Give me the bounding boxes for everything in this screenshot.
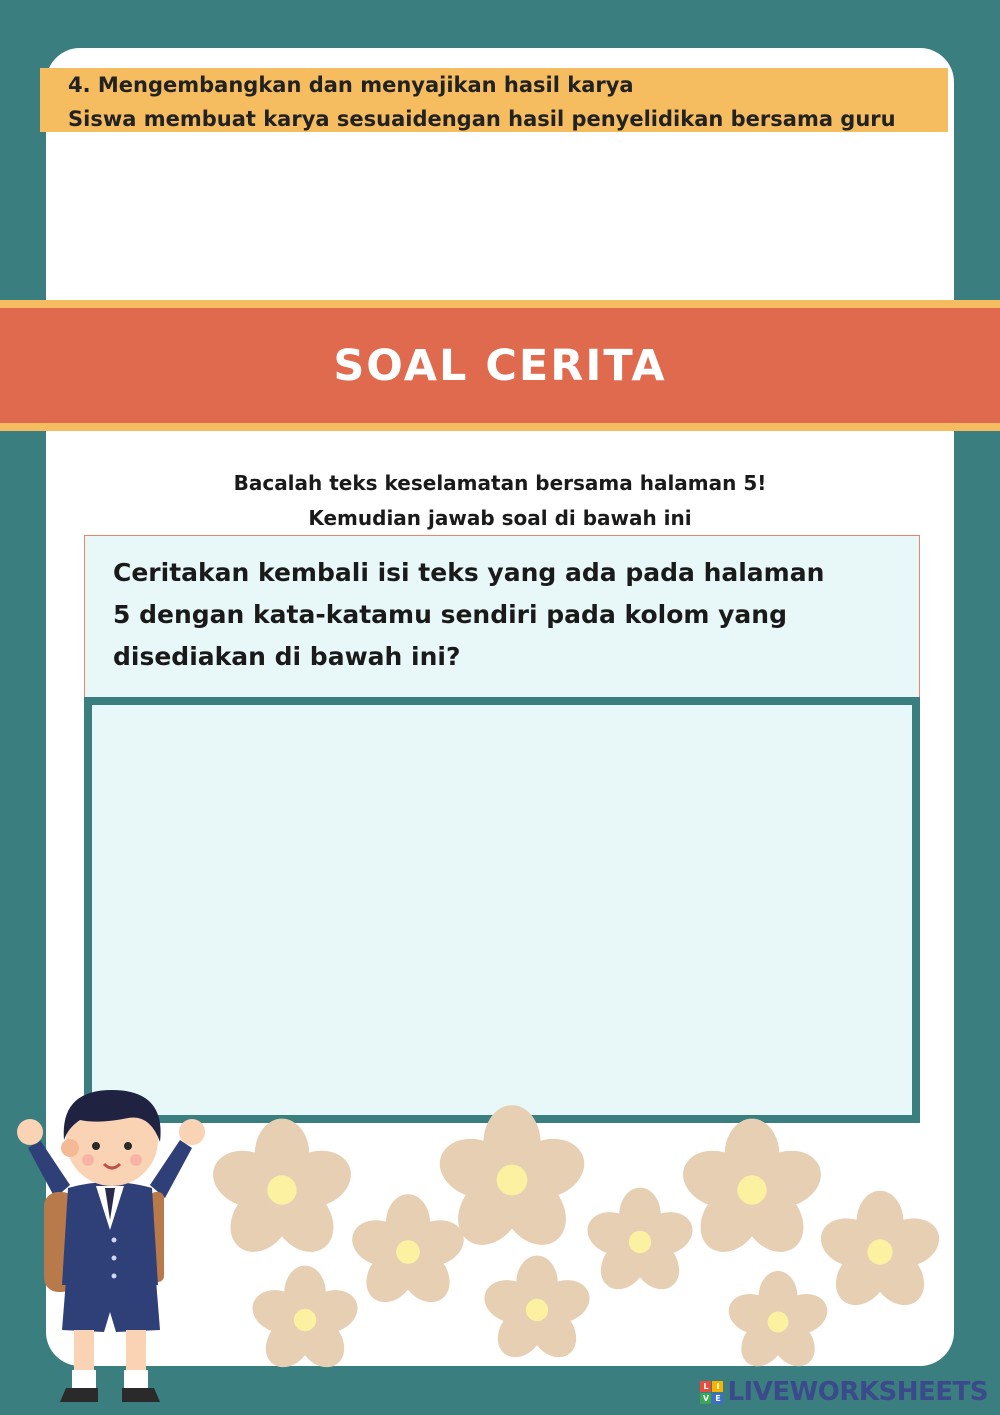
question-line-2: 5 dengan kata-katamu sendiri pada kolom yang xyxy=(113,600,787,629)
instruction-line-2: Kemudian jawab soal di bawah ini xyxy=(308,506,692,530)
banner xyxy=(0,308,1000,423)
student-illustration xyxy=(0,1080,230,1415)
step-title: 4. Mengembangkan dan menyajikan hasil karya xyxy=(68,73,634,97)
step-description: Siswa membuat karya sesuaidengan hasil penyelidikan bersama guru xyxy=(68,107,896,131)
liveworksheets-logo: L I V E xyxy=(700,1381,723,1404)
answer-box xyxy=(84,697,920,1123)
banner-title: SOAL CERITA xyxy=(333,340,667,391)
question-line-3: disediakan di bawah ini? xyxy=(113,642,461,671)
answer-textarea[interactable] xyxy=(92,705,912,1115)
watermark-text: LIVEWORKSHEETS xyxy=(727,1377,988,1407)
instructions xyxy=(0,466,1000,536)
liveworksheets-watermark xyxy=(700,1374,988,1410)
step-box xyxy=(40,68,948,132)
question-line-1: Ceritakan kembali isi teks yang ada pada halaman xyxy=(113,558,825,587)
instruction-line-1: Bacalah teks keselamatan bersama halaman 5! xyxy=(233,471,767,495)
question-box xyxy=(84,535,920,697)
